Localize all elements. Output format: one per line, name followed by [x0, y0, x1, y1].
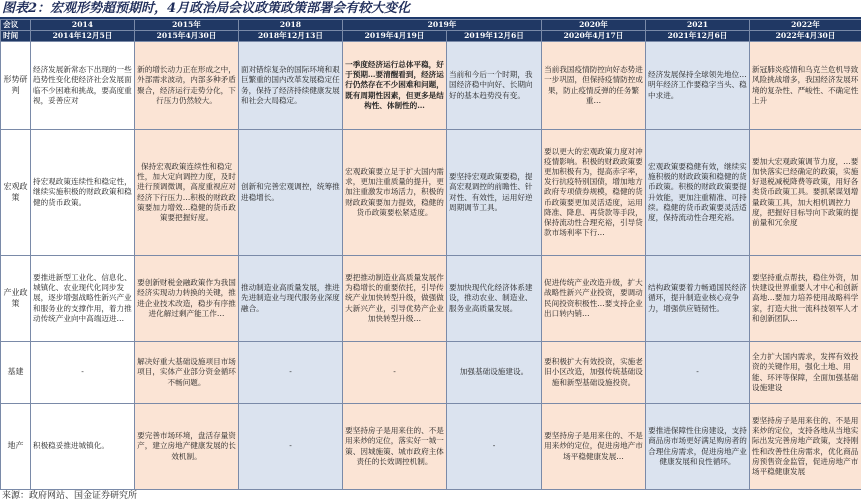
cell-infra-2019-dec: 加强基础设施建设。 — [447, 342, 542, 404]
cell-situation-2018: 面对错综复杂的国际环境和艰巨繁重的国内改革发展稳定任务，保持了经济持续健康发展和社会大局稳定。 — [239, 42, 343, 130]
cell-estate-2019-apr: 要坚持房子是用来住的、不是用来炒的定位，落实好一城一策、因城施策、城市政府主体责任的长效调控机制。 — [343, 404, 447, 490]
header-meeting-label: 会议 — [1, 20, 31, 31]
cell-infra-2020: 要积极扩大有效投资，实施老旧小区改造，加强传统基础设施和新型基础设施投资。 — [542, 342, 646, 404]
cell-macro-2015: 保持宏观政策连续性和稳定性，加大定向调控力度，及时进行预调微调，高度重视应对经济下行压力…积极的财政政策要加力增效…稳健的货币政策要把握好度。 — [135, 130, 239, 256]
cell-infra-2014: - — [31, 342, 135, 404]
row-industry-policy — [1, 256, 861, 342]
cell-industry-2021: 结构政策要着力畅通国民经济循环，提升制造业核心竞争力，增强供应链韧性。 — [646, 256, 750, 342]
cell-estate-2019-dec: - — [447, 404, 542, 490]
cell-macro-2018: 创新和完善宏观调控，统筹推进稳增长。 — [239, 130, 343, 256]
cell-industry-2019-apr: 要把推动制造业高质量发展作为稳增长的重要依托，引导传统产业加快转型升级，做强做大新兴产业，引导优势产企业加快转型升级… — [343, 256, 447, 342]
cell-situation-2020: 当前我国疫情防控向好态势进一步巩固，但保持疫情防控成果，防止疫情反弹的任务繁重… — [542, 42, 646, 130]
cell-industry-2014: 要推进新型工业化、信息化、城镇化、农业现代化同步发展，逐步增强战略性新兴产业和服务业的支撑作用，着力推动传统产业向中高端迈进… — [31, 256, 135, 342]
cell-macro-2020: 要以更大的宏观政策力度对冲疫情影响。积极的财政政策要更加积极有为，提高赤字率，发行抗疫特别国债，增加地方政府专项债券规模，稳健的货币政策要更加灵活适度，运用降准、降息、再贷款等手段，保持流动性合理充裕，引导贷款市场利率下行… — [542, 130, 646, 256]
cell-industry-2018: 推动制造业高质量发展，推进先进制造业与现代服务业深度融合。 — [239, 256, 343, 342]
cell-situation-2015: 新的增长动力正在形成之中，外部需求波动，内部多种矛盾聚合，经济运行走势分化，下行压力仍然较大。 — [135, 42, 239, 130]
cell-macro-2019-apr: 宏观政策要立足于扩大国内需求，更加注重质量的提升，更加注重激发市场活力，积极的财政政策要加力提效，稳健的货币政策要松紧适度。 — [343, 130, 447, 256]
cell-situation-2021: 经济发展保持全球领先地位…明年经济工作要稳字当头、稳中求进。 — [646, 42, 750, 130]
header-year-2021: 2021 — [646, 20, 750, 31]
row-label-industry-policy: 产业政策 — [1, 256, 31, 342]
source-note: 来源：政府网站、国金证券研究所 — [2, 491, 138, 501]
header-year-2022: 2022年 — [750, 20, 861, 31]
row-label-real-estate: 地产 — [1, 404, 31, 490]
header-date-2020: 2020年4月17日 — [542, 31, 646, 42]
cell-macro-2022: 要加大宏观政策调节力度，…要加快落实已经确定的政策，实施好退税减税降费等政策，用好各类货币政策工具。要抓紧谋划增量政策工具，加大相机调控力度，把握好目标导向下政策的提前量和冗余度 — [750, 130, 861, 256]
cell-infra-2021: - — [646, 342, 750, 404]
row-macro-policy — [1, 130, 861, 256]
cell-industry-2015: 要创新财税金融政策作为我国经济实现动力转换的关键，推进企业技术改造，稳步有序推进化解过剩产能工作… — [135, 256, 239, 342]
header-year-2019: 2019年 — [343, 20, 542, 31]
header-date-2019-apr: 2019年4月19日 — [343, 31, 447, 42]
policy-comparison-table — [0, 19, 861, 490]
cell-infra-2019-apr: - — [343, 342, 447, 404]
header-year-2014: 2014 — [31, 20, 135, 31]
cell-macro-2021: 宏观政策要稳健有效，继续实施积极的财政政策和稳健的货币政策。积极的财政政策要提升效能，更加注重精准、可持续。稳健的货币政策要灵活适度，保持流动性合理充裕。 — [646, 130, 750, 256]
row-infrastructure — [1, 342, 861, 404]
header-year-2020: 2020年 — [542, 20, 646, 31]
cell-situation-2019-apr: 一季度经济运行总体平稳，好于预期…要清醒看到，经济运行仍然存在不少困难和问题，既有周期性因素，但更多是结构性、体制性的… — [343, 42, 447, 130]
cell-situation-2022: 新冠肺炎疫情和乌克兰危机导致风险挑战增多，我国经济发展环境的复杂性、严峻性、不确定性上升 — [750, 42, 861, 130]
header-date-2014: 2014年12月5日 — [31, 31, 135, 42]
cell-industry-2022: 要坚持重点帮扶，稳住外资，加快建设世界重要人才中心和创新高地…要加力培养使用战略科学家，打造大批一流科技领军人才和创新团队… — [750, 256, 861, 342]
cell-macro-2014: 持宏观政策连续性和稳定性，继续实施积极的财政政策和稳健的货币政策。 — [31, 130, 135, 256]
cell-estate-2022: 要坚持房子是用来住的、不是用来炒的定位，支持各地从当地实际出发完善房地产政策，支持刚性和改善性住房需求，优化商品房预售资金监管，促进房地产市场平稳健康发展 — [750, 404, 861, 490]
header-row-meeting — [1, 20, 861, 31]
cell-industry-2020: 促进传统产业改造升级，扩大战略性新兴产业投资，要调动民间投资积极性…要支持企业出口转内销… — [542, 256, 646, 342]
row-label-infrastructure: 基建 — [1, 342, 31, 404]
cell-situation-2014: 经济发展新常态下出现的一些趋势性变化使经济社会发展面临不少困难和挑战，要高度重视，妥善应对 — [31, 42, 135, 130]
cell-infra-2015: 解决好重大基础设施项目市场项目，实体产业部分资金循环不畅问题。 — [135, 342, 239, 404]
header-date-2015: 2015年4月30日 — [135, 31, 239, 42]
cell-situation-2019-dec: 当前和今后一个时期，我国经济稳中向好、长期向好的基本趋势没有变。 — [447, 42, 542, 130]
cell-industry-2019-dec: 要加快现代化经济体系建设，推动农业、制造业、服务业高质量发展。 — [447, 256, 542, 342]
cell-infra-2018: - — [239, 342, 343, 404]
header-row-date — [1, 31, 861, 42]
row-label-situation: 形势研判 — [1, 42, 31, 130]
cell-macro-2019-dec: 要坚持宏观政策要稳，提高宏观调控的前瞻性、针对性、有效性，运用好逆周期调节工具。 — [447, 130, 542, 256]
cell-estate-2021: 要推进保障性住房建设，支持商品房市场更好满足购房者的合理住房需求，促进房地产业健康发展和良性循环。 — [646, 404, 750, 490]
cell-estate-2018: - — [239, 404, 343, 490]
cell-estate-2015: 要完善市场环境，盘活存量资产，建立房地产健康发展的长效机制。 — [135, 404, 239, 490]
cell-estate-2014: 积极稳妥推进城镇化。 — [31, 404, 135, 490]
header-year-2015: 2015年 — [135, 20, 239, 31]
row-situation — [1, 42, 861, 130]
header-date-label: 时间 — [1, 31, 31, 42]
cell-infra-2022: 全力扩大国内需求，发挥有效投资的关键作用，强化土地、用能、环评等保障，全面加强基础设施建设 — [750, 342, 861, 404]
header-year-2018: 2018 — [239, 20, 343, 31]
header-date-2021: 2021年12月6日 — [646, 31, 750, 42]
header-date-2022: 2022年4月30日 — [750, 31, 861, 42]
row-label-macro-policy: 宏观政策 — [1, 130, 31, 256]
cell-estate-2020: 要坚持房子是用来住的、不是用来炒的定位，促进房地产市场平稳健康发展… — [542, 404, 646, 490]
header-date-2019-dec: 2019年12月6日 — [447, 31, 542, 42]
header-date-2018: 2018年12月13日 — [239, 31, 343, 42]
figure-title: 图表2：宏观形势超预期时，4月政治局会议政策政策部署会有较大变化 — [2, 1, 411, 16]
row-real-estate — [1, 404, 861, 490]
